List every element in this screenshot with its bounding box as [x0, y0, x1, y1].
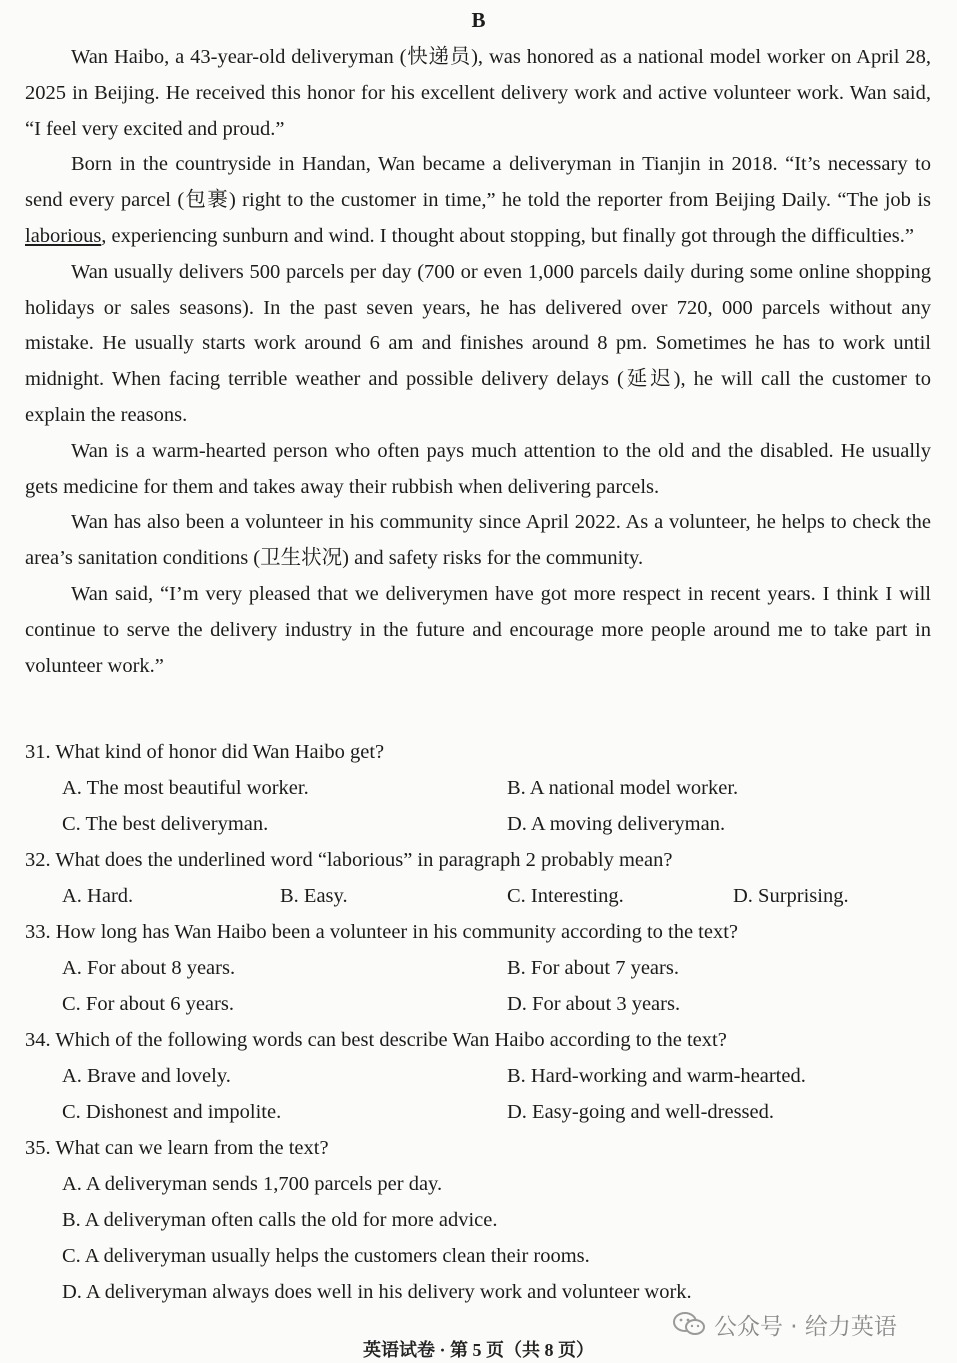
question-35-option-a: A. A deliveryman sends 1,700 parcels per day.: [62, 1173, 443, 1195]
question-34-option-b: B. Hard-working and warm-hearted.: [507, 1065, 806, 1087]
passage-paragraph-1: Wan Haibo, a 43-year-old deliveryman (快递员), was honored as a national model worker on April 28, 2025 in Beijing. He received this honor for his excellent delivery work and active volunteer work. Wan said, “I feel very excited and proud.”: [25, 46, 931, 140]
watermark-text: 公众号 · 给力英语: [714, 1313, 897, 1340]
question-33-option-d: D. For about 3 years.: [507, 993, 681, 1015]
question-32-option-d: D. Surprising.: [733, 885, 849, 907]
question-31-option-a: A. The most beautiful worker.: [62, 777, 309, 799]
question-33-stem: 33. How long has Wan Haibo been a volunteer in his community according to the text?: [25, 921, 739, 943]
paragraph-2-text-end: , experiencing sunburn and wind. I thought about stopping, but finally got through the difficulties.”: [101, 224, 914, 247]
question-34-options-row-2: [25, 1094, 931, 1130]
question-33-options-row-2: [25, 986, 931, 1022]
question-32-option-b: B. Easy.: [280, 885, 348, 907]
section-label: B: [471, 8, 486, 32]
question-31-stem: 31. What kind of honor did Wan Haibo get?: [25, 741, 385, 763]
question-35-option-d: D. A deliveryman always does well in his delivery work and volunteer work.: [62, 1281, 692, 1303]
passage-paragraph-2: [25, 147, 931, 254]
question-35-stem: 35. What can we learn from the text?: [25, 1137, 329, 1159]
question-32-options-row: [25, 878, 931, 914]
question-35-option-b: B. A deliveryman often calls the old for more advice.: [62, 1209, 498, 1231]
passage-paragraph-6: Wan said, “I’m very pleased that we deliverymen have got more respect in recent years. I think I will continue to serve the delivery industry in the future and encourage more people around me to take part in volunteer work.”: [25, 582, 931, 677]
question-33-option-b: B. For about 7 years.: [507, 957, 679, 979]
question-31-options-row-2: [25, 806, 931, 842]
question-32-stem: 32. What does the underlined word “laborious” in paragraph 2 probably mean?: [25, 849, 673, 871]
question-34-options-row-1: [25, 1058, 931, 1094]
question-31-option-d: D. A moving deliveryman.: [507, 813, 726, 835]
underlined-word: laborious: [25, 224, 102, 247]
question-33-option-c: C. For about 6 years.: [62, 993, 234, 1015]
question-34-option-c: C. Dishonest and impolite.: [62, 1101, 282, 1123]
question-list: [25, 734, 931, 1310]
passage-paragraph-4: Wan is a warm-hearted person who often pays much attention to the old and the disabled. He usually gets medicine for them and takes away their rubbish when delivering parcels.: [25, 439, 931, 498]
passage-paragraph-3: Wan usually delivers 500 parcels per day (700 or even 1,000 parcels daily during some online shopping holidays or sales seasons). In the past seven years, he has delivered over 720, 000 parcels without any mistake. He usually starts work around 6 am and finishes around 8 pm. Sometimes he has to work until midnight. When facing terrible weather and possible delivery delays (延迟), he will call the customer to explain the reasons.: [25, 260, 931, 426]
wechat-official-account-icon: [672, 1310, 706, 1338]
question-34-option-d: D. Easy-going and well-dressed.: [507, 1101, 775, 1123]
question-34-stem: 34. Which of the following words can best describe Wan Haibo according to the text?: [25, 1029, 727, 1051]
question-32-option-a: A. Hard.: [62, 885, 134, 907]
question-31-option-c: C. The best deliveryman.: [62, 813, 269, 835]
question-31-option-b: B. A national model worker.: [507, 777, 739, 799]
question-33-option-a: A. For about 8 years.: [62, 957, 236, 979]
passage-paragraph-5: Wan has also been a volunteer in his community since April 2022. As a volunteer, he helps to check the area’s sanitation conditions (卫生状况) and safety risks for the community.: [25, 511, 931, 570]
page-footer: 英语试卷 · 第 5 页（共 8 页）: [362, 1340, 594, 1360]
reading-passage: [25, 40, 931, 684]
question-32-option-c: C. Interesting.: [507, 885, 624, 907]
question-35-option-c: C. A deliveryman usually helps the customers clean their rooms.: [62, 1245, 590, 1267]
paragraph-2-text-start: Born in the countryside in Handan, Wan became a deliveryman in Tianjin in 2018. “It’s necessary to send every parcel (包裹) right to the customer in time,” he told the reporter from Beijing Daily. “The job is: [25, 153, 931, 212]
question-34-option-a: A. Brave and lovely.: [62, 1065, 231, 1087]
question-33-options-row-1: [25, 950, 931, 986]
question-31-options-row-1: [25, 770, 931, 806]
